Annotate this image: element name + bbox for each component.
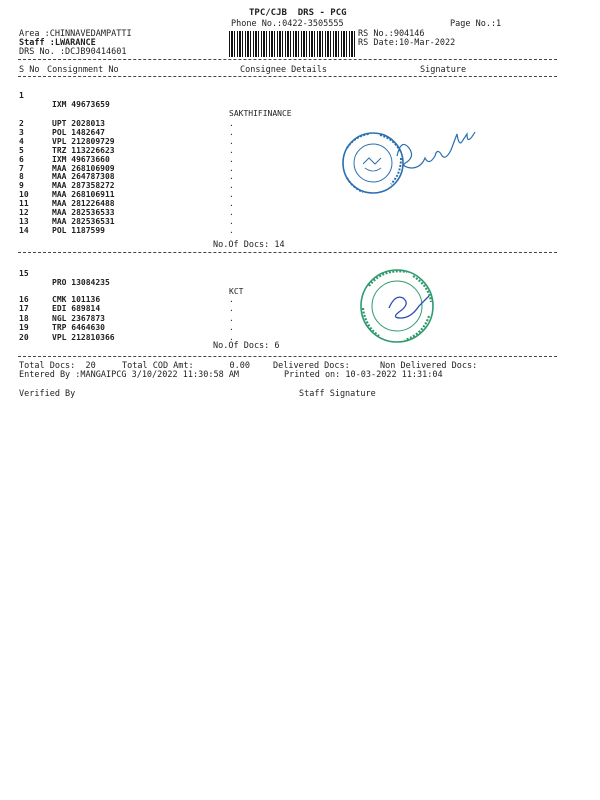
total-cod: Total COD Amt: 0.00 bbox=[122, 361, 250, 371]
row-sno: 10 bbox=[19, 190, 29, 200]
total-docs: Total Docs: 20 bbox=[19, 361, 96, 371]
row-consignment: MAA 268106909 bbox=[52, 163, 115, 173]
row-consignee: . bbox=[229, 313, 234, 323]
row-sno: 4 bbox=[19, 136, 24, 146]
row-consignment: VPL 212809729 bbox=[52, 136, 115, 146]
row-consignee: KCT bbox=[229, 287, 244, 296]
row-consignee: . bbox=[229, 163, 234, 173]
row-consignee: . bbox=[229, 154, 234, 164]
college-stamp bbox=[355, 268, 445, 348]
row-sno: 13 bbox=[19, 216, 29, 226]
row-consignment: PRO 13084235 bbox=[52, 278, 110, 287]
row-consignee: . bbox=[229, 216, 234, 226]
column-sno: S No bbox=[19, 65, 40, 75]
area-label: Area :CHINNAVEDAMPATTI bbox=[19, 29, 132, 39]
verified-by: Verified By bbox=[19, 389, 76, 399]
row-consignment: MAA 268106911 bbox=[52, 190, 115, 200]
row-consignee: . bbox=[229, 332, 234, 342]
row-consignee: . bbox=[229, 136, 234, 146]
row-consignment: MAA 282536533 bbox=[52, 208, 115, 217]
row-consignment: NGL 2367873 bbox=[52, 313, 105, 323]
row-consignment: TRP 6464630 bbox=[52, 323, 105, 333]
row-sno: 9 bbox=[19, 181, 24, 191]
row-sno: 12 bbox=[19, 208, 29, 217]
row-consignment: MAA 287358272 bbox=[52, 181, 115, 191]
row-consignee: . bbox=[229, 119, 234, 128]
row-sno: 16 bbox=[19, 295, 29, 304]
row-consignee: . bbox=[229, 208, 234, 217]
row-sno: 1 bbox=[19, 91, 24, 100]
row-consignment: IXM 49673660 bbox=[52, 154, 110, 164]
row-sno: 15 bbox=[19, 269, 29, 278]
printed-on: Printed on: 10-03-2022 11:31:04 bbox=[284, 370, 443, 380]
row-consignee: . bbox=[229, 295, 234, 304]
row-consignee: . bbox=[229, 145, 234, 155]
non-delivered-docs: Non Delivered Docs: bbox=[380, 361, 478, 371]
row-consignee: . bbox=[229, 181, 234, 191]
column-consignee: Consignee Details bbox=[240, 65, 327, 75]
row-consignee: . bbox=[229, 172, 234, 182]
docs-count: No.Of Docs: 14 bbox=[213, 240, 285, 250]
row-consignee: . bbox=[229, 190, 234, 200]
row-consignee: SAKTHIFINANCE bbox=[229, 109, 292, 118]
rs-date: RS Date:10-Mar-2022 bbox=[358, 38, 456, 48]
row-sno: 2 bbox=[19, 119, 24, 128]
row-sno: 17 bbox=[19, 304, 29, 314]
row-consignment: CMK 101136 bbox=[52, 295, 101, 304]
company-stamp bbox=[335, 128, 495, 204]
divider bbox=[18, 59, 557, 60]
row-sno: 3 bbox=[19, 127, 24, 137]
row-consignment: POL 1482647 bbox=[52, 127, 105, 137]
row-consignee: . bbox=[229, 225, 234, 235]
document-title: TPC/CJB DRS - PCG bbox=[249, 8, 347, 18]
row-sno: 19 bbox=[19, 323, 29, 333]
drs-number: DRS No. :DCJB90414601 bbox=[19, 47, 127, 57]
column-consignment: Consignment No bbox=[47, 65, 119, 75]
row-sno: 11 bbox=[19, 199, 29, 209]
column-signature: Signature bbox=[420, 65, 467, 75]
page-number: Page No.:1 bbox=[450, 19, 502, 29]
row-consignment: MAA 282536531 bbox=[52, 216, 115, 226]
delivered-docs: Delivered Docs: bbox=[273, 361, 350, 371]
row-sno: 5 bbox=[19, 145, 24, 155]
entered-by: Entered By :MANGAIPCG 3/10/2022 11:30:58 AM bbox=[19, 370, 240, 380]
docs-count: No.Of Docs: 6 bbox=[213, 341, 280, 351]
row-sno: 8 bbox=[19, 172, 24, 182]
row-consignment: IXM 49673659 bbox=[52, 100, 110, 109]
divider bbox=[18, 76, 557, 77]
row-sno: 7 bbox=[19, 163, 24, 173]
row-consignment: TRZ 113226623 bbox=[52, 145, 115, 155]
row-sno: 20 bbox=[19, 332, 29, 342]
row-consignee: . bbox=[229, 127, 234, 137]
divider bbox=[18, 356, 557, 357]
row-consignment: MAA 281226488 bbox=[52, 199, 115, 209]
barcode bbox=[229, 31, 356, 57]
row-consignee: . bbox=[229, 199, 234, 209]
row-sno: 6 bbox=[19, 154, 24, 164]
row-sno: 14 bbox=[19, 225, 29, 235]
rs-number: RS No.:904146 bbox=[358, 29, 425, 39]
row-consignee: . bbox=[229, 323, 234, 333]
phone-number: Phone No.:0422-3505555 bbox=[231, 19, 344, 29]
row-consignee: . bbox=[229, 304, 234, 314]
row-consignment: EDI 689814 bbox=[52, 304, 101, 314]
divider bbox=[18, 252, 557, 253]
row-sno: 18 bbox=[19, 313, 29, 323]
row-consignment: MAA 264787308 bbox=[52, 172, 115, 182]
table-row bbox=[19, 260, 244, 296]
row-consignment: POL 1187599 bbox=[52, 225, 105, 235]
row-consignment: UPT 2028013 bbox=[52, 119, 105, 128]
staff-signature: Staff Signature bbox=[299, 389, 376, 399]
table-row bbox=[19, 82, 292, 118]
row-consignment: VPL 212810366 bbox=[52, 332, 115, 342]
staff-label: Staff :LWARANCE bbox=[19, 38, 96, 48]
